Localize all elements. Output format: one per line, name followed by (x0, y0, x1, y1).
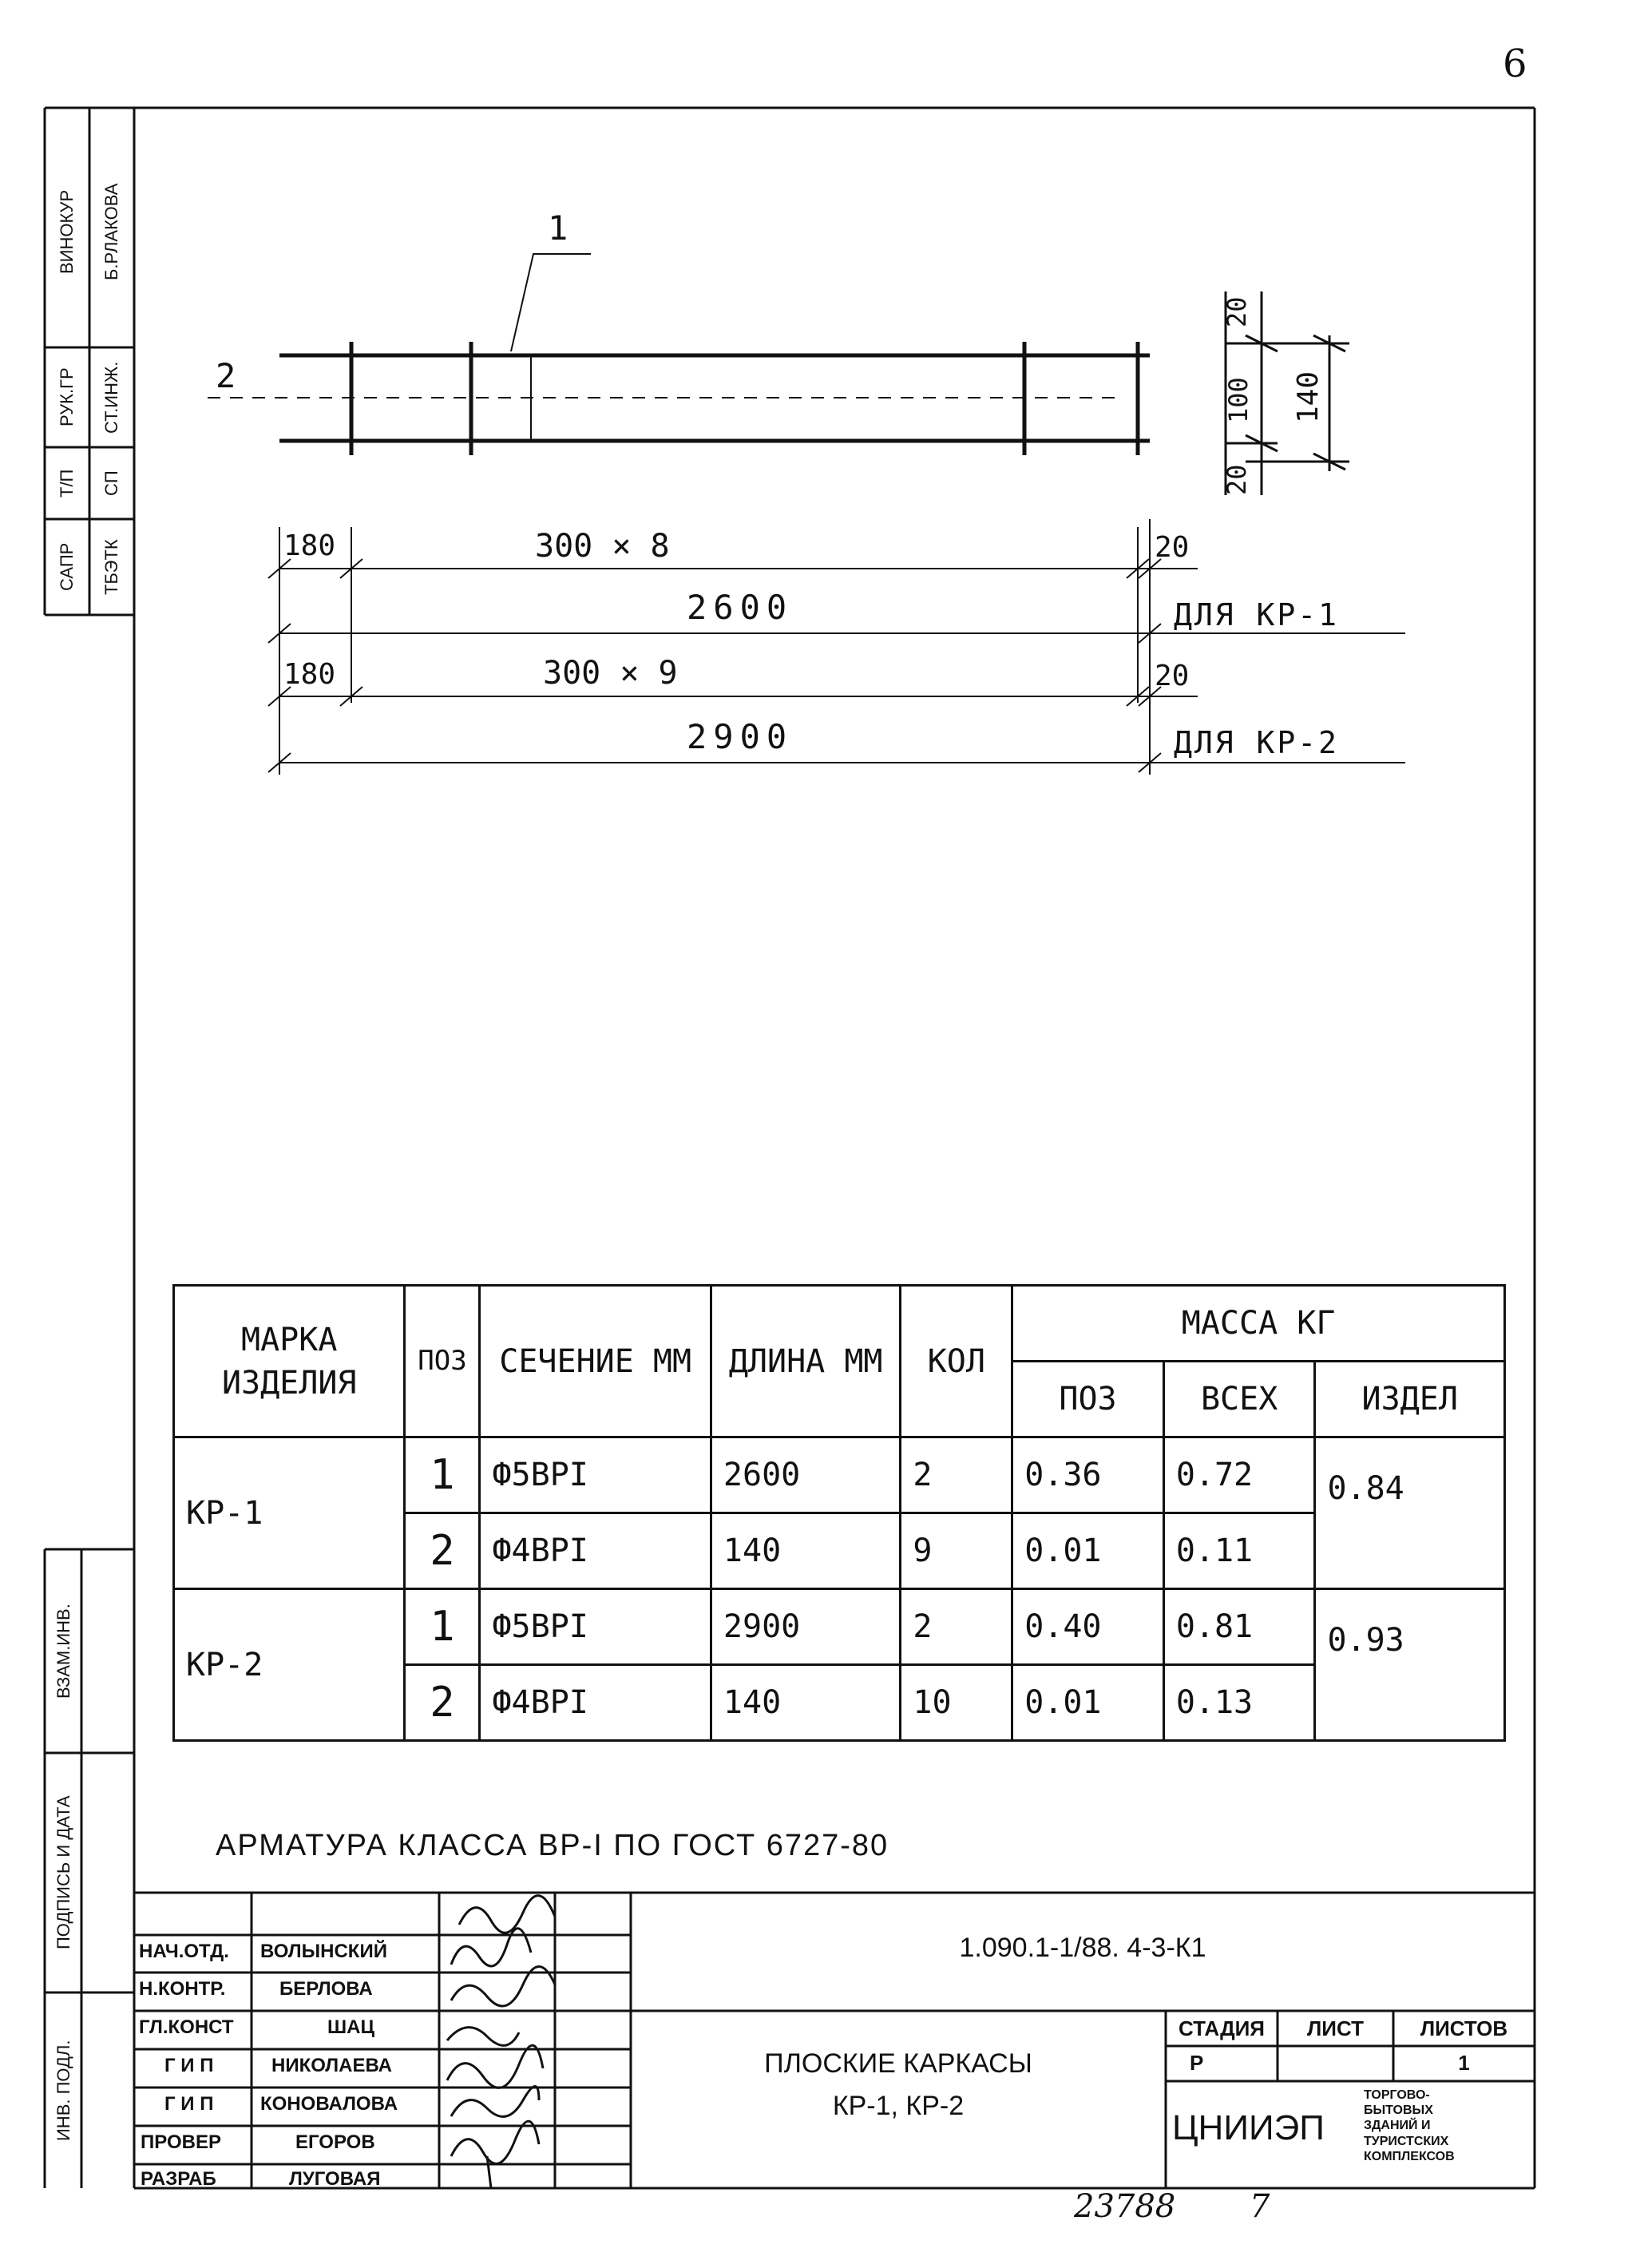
organization-name: ЦНИИЭП (1172, 2108, 1325, 2147)
strip-label: ТБЭТК (101, 539, 121, 595)
signature (459, 1896, 555, 1933)
sheet-number: 6 (1503, 42, 1527, 86)
dim-kr2-label: ДЛЯ КР-2 (1174, 725, 1340, 760)
sheets-value: 1 (1458, 2051, 1470, 2075)
signature (451, 2121, 539, 2188)
length-cell: 2900 (711, 1589, 900, 1665)
stage-label: СТАДИЯ (1178, 2016, 1265, 2040)
table-row (174, 1437, 1505, 1513)
dim-kr1-middle: 300 × 8 (535, 528, 670, 565)
callout-2: 2 (216, 356, 236, 395)
document-code: 1.090.1-1/88. 4-3-К1 (959, 1933, 1206, 1963)
qty-cell: 2 (901, 1437, 1012, 1513)
dim-kr2-left: 180 (283, 658, 336, 691)
pos-cell: 1 (405, 1589, 480, 1665)
pos-cell: 1 (405, 1437, 480, 1513)
mass-all-cell: 0.81 (1163, 1589, 1315, 1665)
sign-role: Г И П (164, 2055, 214, 2076)
strip-label: САПР (57, 542, 77, 592)
header-section: СЕЧЕНИЕ ММ (480, 1286, 711, 1437)
strip-label: Б.РЛАКОВА (101, 183, 121, 280)
section-dim-middle: 100 (1223, 377, 1254, 423)
strip-label: Т/П (57, 469, 77, 498)
strip-label: РУК.ГР (57, 367, 77, 427)
mass-all-cell: 0.72 (1163, 1437, 1315, 1513)
signature (447, 2045, 543, 2088)
dim-kr2-right: 20 (1155, 660, 1190, 692)
sign-name: ЕГОРОВ (295, 2131, 375, 2153)
sign-name: КОНОВАЛОВА (260, 2093, 398, 2115)
header-length: ДЛИНА ММ (711, 1286, 900, 1437)
mass-pos-cell: 0.01 (1012, 1513, 1164, 1589)
table-row (174, 1589, 1505, 1665)
sign-role: ГЛ.КОНСТ (139, 2016, 234, 2038)
drawing-title-line-1: ПЛОСКИЕ КАРКАСЫ (764, 2048, 1032, 2079)
reinforcement-note: АРМАТУРА КЛАССА ВР-I ПО ГОСТ 6727-80 (216, 1829, 889, 1862)
section-cell: Ф4ВРI (480, 1665, 711, 1741)
dim-kr1-total: 2600 (687, 588, 794, 627)
strip-label: ВИНОКУР (57, 189, 77, 274)
drawing-title-line-2: КР-1, КР-2 (832, 2091, 965, 2121)
sign-role: РАЗРАБ (141, 2168, 216, 2190)
section-dim-top: 20 (1222, 296, 1252, 327)
sheet-label: ЛИСТ (1307, 2016, 1364, 2040)
pos-cell: 2 (405, 1513, 480, 1589)
section-cell: Ф5ВРI (480, 1589, 711, 1665)
item-mass-cell: 0.93 (1315, 1589, 1505, 1741)
mark-cell: КР-1 (174, 1437, 405, 1589)
sign-name: БЕРЛОВА (279, 1978, 373, 2000)
stage-value: Р (1190, 2051, 1204, 2075)
sign-role: Г И П (164, 2093, 214, 2115)
sheets-label: ЛИСТОВ (1420, 2016, 1508, 2040)
signature (451, 2087, 539, 2117)
dim-kr1-right: 20 (1155, 531, 1190, 564)
strip-label-original: ИНВ. ПОДЛ. (53, 2040, 73, 2141)
qty-cell: 9 (901, 1513, 1012, 1589)
specification-table (172, 1284, 1506, 1742)
sign-role: НАЧ.ОТД. (139, 1941, 229, 1962)
header-mass: МАССА КГ (1012, 1286, 1505, 1362)
strip-label: СП (101, 470, 121, 496)
length-cell: 140 (711, 1665, 900, 1741)
length-cell: 2600 (711, 1437, 900, 1513)
organization-description: ТОРГОВО-БЫТОВЫХ ЗДАНИЙ И ТУРИСТСКИХ КОМПЛЕКСОВ (1364, 2088, 1455, 2163)
sign-role: ПРОВЕР (141, 2131, 221, 2153)
dim-kr2-total: 2900 (687, 717, 794, 756)
item-mass-cell: 0.84 (1315, 1437, 1505, 1589)
header-pos: ПОЗ (405, 1286, 480, 1437)
header-qty: КОЛ (901, 1286, 1012, 1437)
qty-cell: 10 (901, 1665, 1012, 1741)
strip-label-replacement: ВЗАМ.ИНВ. (53, 1604, 73, 1699)
header-mark: МАРКА ИЗДЕЛИЯ (174, 1286, 405, 1437)
section-dim-total: 140 (1292, 371, 1325, 423)
sign-name: ВОЛЫНСКИЙ (260, 1941, 387, 1962)
header-mass-item: ИЗДЕЛ (1315, 1362, 1505, 1437)
dim-kr1-label: ДЛЯ КР-1 (1174, 597, 1340, 632)
mass-pos-cell: 0.01 (1012, 1665, 1164, 1741)
header-mass-all: ВСЕХ (1163, 1362, 1315, 1437)
section-dim-bottom: 20 (1222, 464, 1252, 495)
sign-role: Н.КОНТР. (139, 1978, 226, 2000)
signature (447, 2028, 519, 2046)
dim-kr1-left: 180 (283, 529, 336, 562)
strip-label-signature-date: ПОДПИСЬ И ДАТА (53, 1795, 73, 1950)
header-mass-pos: ПОЗ (1012, 1362, 1164, 1437)
sign-name: НИКОЛАЕВА (271, 2055, 392, 2076)
pos-cell: 2 (405, 1665, 480, 1741)
signature-scribbles (447, 1896, 555, 2188)
archive-number: 23788 (1074, 2188, 1176, 2225)
sign-name: ШАЦ (327, 2016, 374, 2038)
section-cell: Ф4ВРI (480, 1513, 711, 1589)
section-cell: Ф5ВРI (480, 1437, 711, 1513)
mass-all-cell: 0.11 (1163, 1513, 1315, 1589)
mass-pos-cell: 0.40 (1012, 1589, 1164, 1665)
strip-label: СТ.ИНЖ. (101, 361, 121, 434)
dim-kr2-middle: 300 × 9 (543, 655, 678, 692)
cage-auxiliary (208, 254, 1118, 441)
mass-pos-cell: 0.36 (1012, 1437, 1164, 1513)
callout-1: 1 (548, 208, 568, 248)
qty-cell: 2 (901, 1589, 1012, 1665)
length-cell: 140 (711, 1513, 900, 1589)
mass-all-cell: 0.13 (1163, 1665, 1315, 1741)
footer-page: 7 (1250, 2188, 1270, 2225)
mark-cell: КР-2 (174, 1589, 405, 1741)
sign-name: ЛУГОВАЯ (289, 2168, 381, 2190)
